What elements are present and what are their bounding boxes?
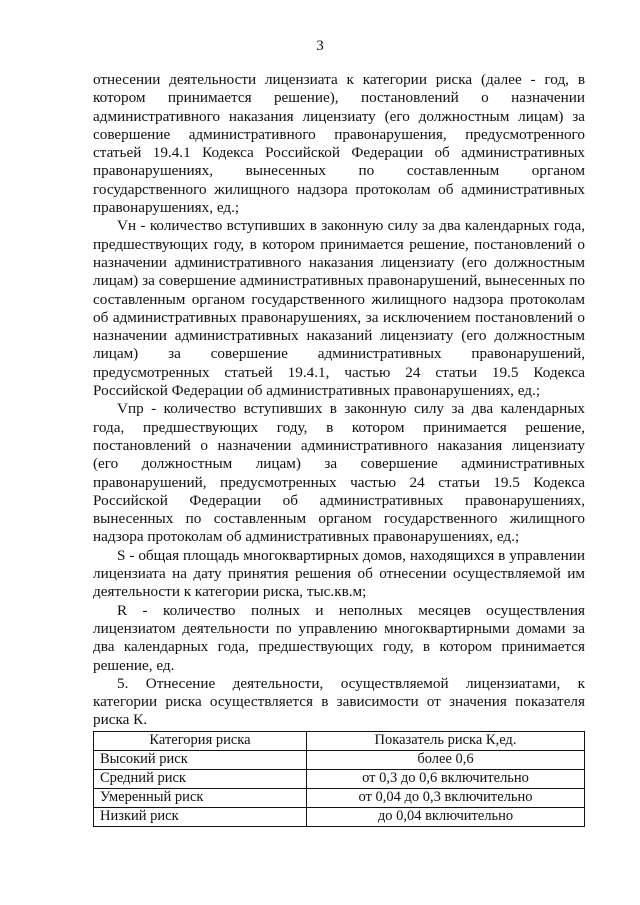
table-header-row — [94, 731, 585, 750]
page-number: 3 — [316, 38, 324, 54]
table-cell-value: от 0,04 до 0,3 включительно — [307, 788, 585, 807]
table-cell-category: Высокий риск — [94, 750, 307, 769]
table-cell-value: более 0,6 — [307, 750, 585, 769]
table-row — [94, 750, 585, 769]
table-cell-category: Умеренный риск — [94, 788, 307, 807]
paragraph-item-5: 5. Отнесение деятельности, осуществляемой лицензиатами, к категории риска осуществляется в зависимости от значения показателя риска К. — [93, 674, 585, 729]
table-row — [94, 788, 585, 807]
header-risk-indicator: Показатель риска К,ед. — [307, 731, 585, 750]
paragraph-vn-definition: Vн - количество вступивших в законную силу за два календарных года, предшествующих году, в котором принимается решение, постановлений о назначении административного наказания лицензиату (его должностным лицам) за совершение административных правонарушений, вынесенных по составленным органом государственного жилищного надзора протоколам об административных правонарушениях, за исключением постановлений о назначении административных наказаний лицензиату (его должностным лицам) за совершение административных правонарушений, предусмотренных статьей 19.4.1, частью 24 статьи 19.5 Кодекса Российской Федерации об административных правонарушениях, ед.; — [93, 217, 585, 400]
table-row — [94, 769, 585, 788]
paragraph-vpr-definition: Vпр - количество вступивших в законную силу за два календарных года, предшествующих году, в котором принимается решение, постановлений о назначении административного наказания лицензиату (его должностным лицам) за совершение административных правонарушений, предусмотренных частью 24 статьи 19.5 Кодекса Российской Федерации об административных правонарушениях, вынесенных по составленным органом государственного жилищного надзора протоколам об административных правонарушениях, ед.; — [93, 400, 585, 546]
paragraph-r-definition: R - количество полных и неполных месяцев осуществления лицензиатом деятельности по управлению многоквартирными домами за два календарных года, предшествующих году, в котором принимается решение, ед. — [93, 601, 585, 674]
risk-category-table — [93, 731, 585, 827]
document-body — [93, 71, 585, 827]
paragraph-continuation: отнесении деятельности лицензиата к категории риска (далее - год, в котором принимается решение), постановлений о назначении административного наказания лицензиату (его должностным лицам) за совершение административного правонарушения, предусмотренного статьей 19.4.1 Кодекса Российской Федерации об административных правонарушениях, вынесенных по составленным органом государственного жилищного надзора протоколам об административных правонарушениях, ед.; — [93, 71, 585, 217]
table-cell-category: Средний риск — [94, 769, 307, 788]
table-cell-value: до 0,04 включительно — [307, 807, 585, 826]
table-row — [94, 807, 585, 826]
table-cell-category: Низкий риск — [94, 807, 307, 826]
header-risk-category: Категория риска — [94, 731, 307, 750]
paragraph-s-definition: S - общая площадь многоквартирных домов, находящихся в управлении лицензиата на дату принятия решения об отнесении осуществляемой им деятельности к категории риска, тыс.кв.м; — [93, 546, 585, 601]
table-cell-value: от 0,3 до 0,6 включительно — [307, 769, 585, 788]
